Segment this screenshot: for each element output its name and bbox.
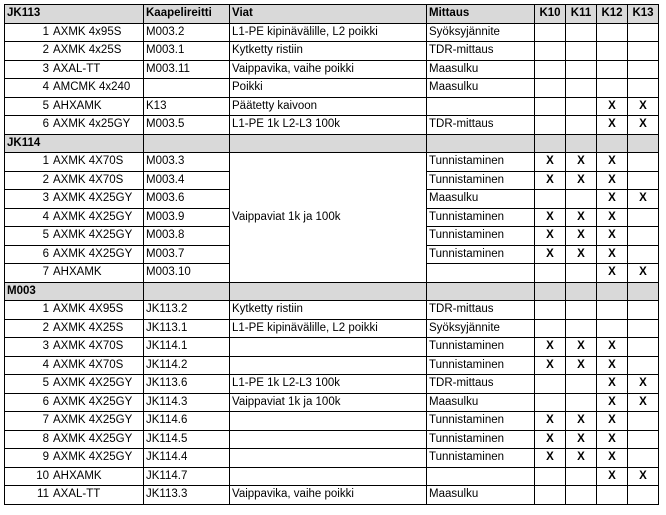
cable-number: 7 bbox=[42, 266, 49, 279]
table-row bbox=[5, 301, 659, 320]
mark-k10 bbox=[535, 116, 566, 135]
section-title: M003 bbox=[5, 282, 144, 301]
cable-number: 5 bbox=[42, 99, 49, 112]
measurement-cell: TDR-mittaus bbox=[427, 301, 535, 320]
mark-k13 bbox=[628, 338, 659, 357]
measurement-cell: Tunnistaminen bbox=[427, 356, 535, 375]
mark-k12 bbox=[597, 42, 628, 61]
cable-fault-table bbox=[4, 4, 659, 505]
mark-k10 bbox=[535, 60, 566, 79]
route-cell: M003.7 bbox=[144, 245, 230, 264]
mark-k12: X bbox=[597, 430, 628, 449]
cable-cell bbox=[5, 153, 144, 172]
route-cell: JK114.3 bbox=[144, 393, 230, 412]
column-header: K11 bbox=[566, 5, 597, 24]
cable-number: 11 bbox=[37, 488, 49, 501]
cable-cell bbox=[5, 356, 144, 375]
mark-k13: X bbox=[628, 375, 659, 394]
section-title: JK114 bbox=[5, 134, 144, 153]
route-cell: JK114.7 bbox=[144, 467, 230, 486]
cable-cell bbox=[5, 171, 144, 190]
measurement-cell: Syöksyjännite bbox=[427, 23, 535, 42]
table-row bbox=[5, 153, 659, 172]
header-empty-cell bbox=[597, 282, 628, 301]
route-cell: M003.10 bbox=[144, 264, 230, 283]
mark-k12: X bbox=[597, 227, 628, 246]
measurement-cell: Tunnistaminen bbox=[427, 171, 535, 190]
cable-cell bbox=[5, 23, 144, 42]
cable-number: 2 bbox=[42, 321, 49, 334]
mark-k13 bbox=[628, 486, 659, 505]
fault-cell: L1-PE kipinävälille, L2 poikki bbox=[230, 23, 427, 42]
cable-cell bbox=[5, 301, 144, 320]
route-cell: JK113.1 bbox=[144, 319, 230, 338]
fault-cell: Päätetty kaivoon bbox=[230, 97, 427, 116]
header-empty-cell bbox=[628, 282, 659, 301]
measurement-cell bbox=[427, 264, 535, 283]
cable-type: AXMK 4X25GY bbox=[53, 210, 133, 223]
mark-k11: X bbox=[566, 208, 597, 227]
cable-type: AXMK 4x25S bbox=[53, 44, 122, 57]
mark-k11: X bbox=[566, 338, 597, 357]
mark-k11 bbox=[566, 190, 597, 209]
mark-k12 bbox=[597, 486, 628, 505]
mark-k13: X bbox=[628, 97, 659, 116]
table-row bbox=[5, 319, 659, 338]
mark-k12: X bbox=[597, 338, 628, 357]
cable-cell bbox=[5, 60, 144, 79]
section-header-row bbox=[5, 282, 659, 301]
table-row bbox=[5, 375, 659, 394]
cable-type: AXMK 4X25S bbox=[53, 321, 124, 334]
measurement-cell: Tunnistaminen bbox=[427, 449, 535, 468]
mark-k12: X bbox=[597, 467, 628, 486]
cable-type: AXMK 4x25GY bbox=[53, 118, 131, 131]
route-cell: M003.8 bbox=[144, 227, 230, 246]
route-cell: JK114.5 bbox=[144, 430, 230, 449]
table-row bbox=[5, 467, 659, 486]
column-header: K10 bbox=[535, 5, 566, 24]
cable-number: 7 bbox=[42, 414, 49, 427]
cable-number: 2 bbox=[42, 44, 49, 57]
route-cell: JK113.3 bbox=[144, 486, 230, 505]
mark-k10: X bbox=[535, 449, 566, 468]
mark-k13 bbox=[628, 412, 659, 431]
measurement-cell: Tunnistaminen bbox=[427, 338, 535, 357]
route-cell: M003.9 bbox=[144, 208, 230, 227]
mark-k11: X bbox=[566, 245, 597, 264]
mark-k10: X bbox=[535, 171, 566, 190]
mark-k12: X bbox=[597, 356, 628, 375]
cable-cell bbox=[5, 319, 144, 338]
cable-type: AXMK 4X70S bbox=[53, 358, 124, 371]
mark-k10 bbox=[535, 42, 566, 61]
cable-number: 6 bbox=[42, 247, 49, 260]
cable-type: AXMK 4X70S bbox=[53, 173, 124, 186]
header-empty-cell bbox=[566, 134, 597, 153]
mark-k11 bbox=[566, 79, 597, 98]
mark-k12 bbox=[597, 301, 628, 320]
column-header: Mittaus bbox=[427, 5, 535, 24]
header-empty-cell bbox=[535, 134, 566, 153]
table-row bbox=[5, 79, 659, 98]
mark-k10 bbox=[535, 190, 566, 209]
mark-k13: X bbox=[628, 467, 659, 486]
mark-k13 bbox=[628, 356, 659, 375]
cable-cell bbox=[5, 42, 144, 61]
route-cell bbox=[144, 79, 230, 98]
measurement-cell: Tunnistaminen bbox=[427, 245, 535, 264]
cable-number: 5 bbox=[42, 229, 49, 242]
header-empty-cell bbox=[230, 282, 427, 301]
measurement-cell: Tunnistaminen bbox=[427, 153, 535, 172]
mark-k10 bbox=[535, 375, 566, 394]
cable-type: AXAL-TT bbox=[53, 62, 101, 75]
cable-type: AXMK 4X70S bbox=[53, 340, 124, 353]
route-cell: M003.5 bbox=[144, 116, 230, 135]
route-cell: JK114.2 bbox=[144, 356, 230, 375]
table-row bbox=[5, 23, 659, 42]
fault-cell: Kytketty ristiin bbox=[230, 42, 427, 61]
header-empty-cell bbox=[144, 282, 230, 301]
mark-k10 bbox=[535, 97, 566, 116]
mark-k10 bbox=[535, 264, 566, 283]
section-header-row bbox=[5, 134, 659, 153]
cable-number: 4 bbox=[42, 210, 49, 223]
table-row bbox=[5, 412, 659, 431]
cable-number: 2 bbox=[42, 173, 49, 186]
cable-cell bbox=[5, 190, 144, 209]
cable-type: AXMK 4X95S bbox=[53, 303, 124, 316]
measurement-cell bbox=[427, 97, 535, 116]
column-header: K13 bbox=[628, 5, 659, 24]
cable-number: 9 bbox=[42, 451, 49, 464]
cable-cell bbox=[5, 245, 144, 264]
route-cell: K13 bbox=[144, 97, 230, 116]
fault-cell: Poikki bbox=[230, 79, 427, 98]
cable-number: 5 bbox=[42, 377, 49, 390]
mark-k11: X bbox=[566, 412, 597, 431]
mark-k10 bbox=[535, 23, 566, 42]
mark-k10: X bbox=[535, 356, 566, 375]
cable-number: 1 bbox=[42, 155, 49, 168]
cable-cell bbox=[5, 116, 144, 135]
cable-cell bbox=[5, 449, 144, 468]
mark-k12 bbox=[597, 79, 628, 98]
column-header: Kaapelireitti bbox=[144, 5, 230, 24]
header-empty-cell bbox=[628, 134, 659, 153]
cable-cell bbox=[5, 486, 144, 505]
mark-k11 bbox=[566, 301, 597, 320]
fault-cell bbox=[230, 430, 427, 449]
mark-k12: X bbox=[597, 412, 628, 431]
mark-k12 bbox=[597, 60, 628, 79]
mark-k10 bbox=[535, 79, 566, 98]
mark-k12: X bbox=[597, 190, 628, 209]
fault-cell: Vaippavika, vaihe poikki bbox=[230, 486, 427, 505]
cable-number: 3 bbox=[42, 340, 49, 353]
mark-k10: X bbox=[535, 153, 566, 172]
route-cell: JK113.6 bbox=[144, 375, 230, 394]
fault-cell: Kytketty ristiin bbox=[230, 301, 427, 320]
mark-k11 bbox=[566, 97, 597, 116]
fault-cell: Vaippaviat 1k ja 100k bbox=[230, 393, 427, 412]
table-row bbox=[5, 486, 659, 505]
column-header: K12 bbox=[597, 5, 628, 24]
cable-number: 4 bbox=[42, 358, 49, 371]
mark-k12: X bbox=[597, 264, 628, 283]
measurement-cell: Tunnistaminen bbox=[427, 430, 535, 449]
fault-cell bbox=[230, 356, 427, 375]
mark-k12: X bbox=[597, 208, 628, 227]
route-cell: M003.3 bbox=[144, 153, 230, 172]
mark-k13: X bbox=[628, 264, 659, 283]
cable-cell bbox=[5, 227, 144, 246]
mark-k10: X bbox=[535, 412, 566, 431]
table-row bbox=[5, 97, 659, 116]
cable-cell bbox=[5, 338, 144, 357]
cable-cell bbox=[5, 393, 144, 412]
mark-k11: X bbox=[566, 356, 597, 375]
mark-k12: X bbox=[597, 449, 628, 468]
fault-cell-merged: Vaippaviat 1k ja 100k bbox=[230, 153, 427, 283]
cable-type: AMCMK 4x240 bbox=[53, 81, 131, 94]
fault-cell bbox=[230, 449, 427, 468]
cable-type: AXMK 4x95S bbox=[53, 25, 122, 38]
table-row bbox=[5, 116, 659, 135]
mark-k10 bbox=[535, 393, 566, 412]
column-header: Viat bbox=[230, 5, 427, 24]
cable-number: 1 bbox=[42, 25, 49, 38]
route-cell: M003.1 bbox=[144, 42, 230, 61]
table-row bbox=[5, 356, 659, 375]
mark-k13 bbox=[628, 79, 659, 98]
cable-type: AXAL-TT bbox=[53, 488, 101, 501]
cable-number: 3 bbox=[42, 192, 49, 205]
mark-k13: X bbox=[628, 190, 659, 209]
cable-cell bbox=[5, 97, 144, 116]
mark-k11 bbox=[566, 319, 597, 338]
mark-k11 bbox=[566, 60, 597, 79]
route-cell: JK114.4 bbox=[144, 449, 230, 468]
section-header-row bbox=[5, 5, 659, 24]
fault-cell bbox=[230, 338, 427, 357]
header-empty-cell bbox=[427, 282, 535, 301]
mark-k13 bbox=[628, 208, 659, 227]
cable-cell bbox=[5, 467, 144, 486]
mark-k10: X bbox=[535, 338, 566, 357]
fault-cell bbox=[230, 467, 427, 486]
mark-k12 bbox=[597, 319, 628, 338]
mark-k12: X bbox=[597, 245, 628, 264]
fault-cell bbox=[230, 412, 427, 431]
cable-number: 1 bbox=[42, 303, 49, 316]
mark-k12: X bbox=[597, 153, 628, 172]
mark-k13 bbox=[628, 153, 659, 172]
cable-cell bbox=[5, 264, 144, 283]
measurement-cell: Syöksyjännite bbox=[427, 319, 535, 338]
cable-number: 3 bbox=[42, 62, 49, 75]
mark-k11: X bbox=[566, 430, 597, 449]
header-empty-cell bbox=[144, 134, 230, 153]
cable-type: AXMK 4X70S bbox=[53, 155, 124, 168]
mark-k13 bbox=[628, 171, 659, 190]
measurement-cell bbox=[427, 467, 535, 486]
measurement-cell: Tunnistaminen bbox=[427, 412, 535, 431]
cable-type: AHXAMK bbox=[53, 99, 102, 112]
mark-k11: X bbox=[566, 227, 597, 246]
cable-type: AXMK 4X25GY bbox=[53, 451, 133, 464]
header-empty-cell bbox=[597, 134, 628, 153]
fault-cell: L1-PE 1k L2-L3 100k bbox=[230, 116, 427, 135]
mark-k11 bbox=[566, 116, 597, 135]
mark-k12: X bbox=[597, 97, 628, 116]
mark-k11 bbox=[566, 42, 597, 61]
mark-k13 bbox=[628, 60, 659, 79]
mark-k11 bbox=[566, 23, 597, 42]
measurement-cell: Maasulku bbox=[427, 486, 535, 505]
table-body bbox=[5, 5, 659, 505]
mark-k13: X bbox=[628, 116, 659, 135]
measurement-cell: TDR-mittaus bbox=[427, 42, 535, 61]
route-cell: M003.2 bbox=[144, 23, 230, 42]
mark-k13 bbox=[628, 430, 659, 449]
route-cell: M003.4 bbox=[144, 171, 230, 190]
cable-number: 6 bbox=[42, 395, 49, 408]
mark-k13 bbox=[628, 227, 659, 246]
mark-k11 bbox=[566, 264, 597, 283]
header-empty-cell bbox=[566, 282, 597, 301]
table-row bbox=[5, 430, 659, 449]
header-empty-cell bbox=[535, 282, 566, 301]
measurement-cell: Tunnistaminen bbox=[427, 227, 535, 246]
table-row bbox=[5, 449, 659, 468]
mark-k10 bbox=[535, 486, 566, 505]
mark-k10: X bbox=[535, 245, 566, 264]
route-cell: M003.11 bbox=[144, 60, 230, 79]
cable-number: 10 bbox=[36, 469, 49, 482]
mark-k11: X bbox=[566, 171, 597, 190]
table-row bbox=[5, 42, 659, 61]
cable-cell bbox=[5, 430, 144, 449]
mark-k11 bbox=[566, 393, 597, 412]
measurement-cell: Tunnistaminen bbox=[427, 208, 535, 227]
mark-k12: X bbox=[597, 116, 628, 135]
cable-number: 8 bbox=[42, 432, 49, 445]
mark-k13 bbox=[628, 449, 659, 468]
column-header: JK113 bbox=[5, 5, 144, 24]
cable-type: AXMK 4X25GY bbox=[53, 395, 133, 408]
measurement-cell: TDR-mittaus bbox=[427, 116, 535, 135]
cable-cell bbox=[5, 208, 144, 227]
mark-k10 bbox=[535, 301, 566, 320]
cable-type: AXMK 4X25GY bbox=[53, 192, 133, 205]
mark-k12: X bbox=[597, 393, 628, 412]
table-row bbox=[5, 60, 659, 79]
route-cell: M003.6 bbox=[144, 190, 230, 209]
cable-type: AXMK 4X25GY bbox=[53, 414, 133, 427]
fault-cell: Vaippavika, vaihe poikki bbox=[230, 60, 427, 79]
measurement-cell: Maasulku bbox=[427, 79, 535, 98]
mark-k10: X bbox=[535, 227, 566, 246]
cable-type: AHXAMK bbox=[53, 469, 102, 482]
cable-type: AXMK 4X25GY bbox=[53, 377, 133, 390]
header-empty-cell bbox=[427, 134, 535, 153]
route-cell: JK114.6 bbox=[144, 412, 230, 431]
table-row bbox=[5, 338, 659, 357]
measurement-cell: Maasulku bbox=[427, 60, 535, 79]
mark-k10 bbox=[535, 467, 566, 486]
measurement-cell: Maasulku bbox=[427, 393, 535, 412]
mark-k12 bbox=[597, 23, 628, 42]
fault-cell: L1-PE 1k L2-L3 100k bbox=[230, 375, 427, 394]
cable-type: AXMK 4X25GY bbox=[53, 229, 133, 242]
mark-k11 bbox=[566, 467, 597, 486]
mark-k13 bbox=[628, 245, 659, 264]
mark-k12: X bbox=[597, 375, 628, 394]
route-cell: JK113.2 bbox=[144, 301, 230, 320]
mark-k11 bbox=[566, 486, 597, 505]
mark-k13 bbox=[628, 319, 659, 338]
cable-number: 6 bbox=[42, 118, 49, 131]
cable-cell bbox=[5, 412, 144, 431]
cable-cell bbox=[5, 79, 144, 98]
cable-number: 4 bbox=[42, 81, 49, 94]
header-empty-cell bbox=[230, 134, 427, 153]
cable-cell bbox=[5, 375, 144, 394]
cable-type: AXMK 4X25GY bbox=[53, 432, 133, 445]
mark-k11 bbox=[566, 375, 597, 394]
fault-cell: L1-PE kipinävälille, L2 poikki bbox=[230, 319, 427, 338]
mark-k13 bbox=[628, 42, 659, 61]
mark-k11: X bbox=[566, 153, 597, 172]
mark-k10: X bbox=[535, 208, 566, 227]
route-cell: JK114.1 bbox=[144, 338, 230, 357]
mark-k11: X bbox=[566, 449, 597, 468]
mark-k13 bbox=[628, 301, 659, 320]
measurement-cell: Maasulku bbox=[427, 190, 535, 209]
mark-k13: X bbox=[628, 393, 659, 412]
table-row bbox=[5, 393, 659, 412]
mark-k13 bbox=[628, 23, 659, 42]
cable-type: AXMK 4X25GY bbox=[53, 247, 133, 260]
mark-k10: X bbox=[535, 430, 566, 449]
mark-k10 bbox=[535, 319, 566, 338]
mark-k12: X bbox=[597, 171, 628, 190]
cable-type: AHXAMK bbox=[53, 266, 102, 279]
measurement-cell: TDR-mittaus bbox=[427, 375, 535, 394]
